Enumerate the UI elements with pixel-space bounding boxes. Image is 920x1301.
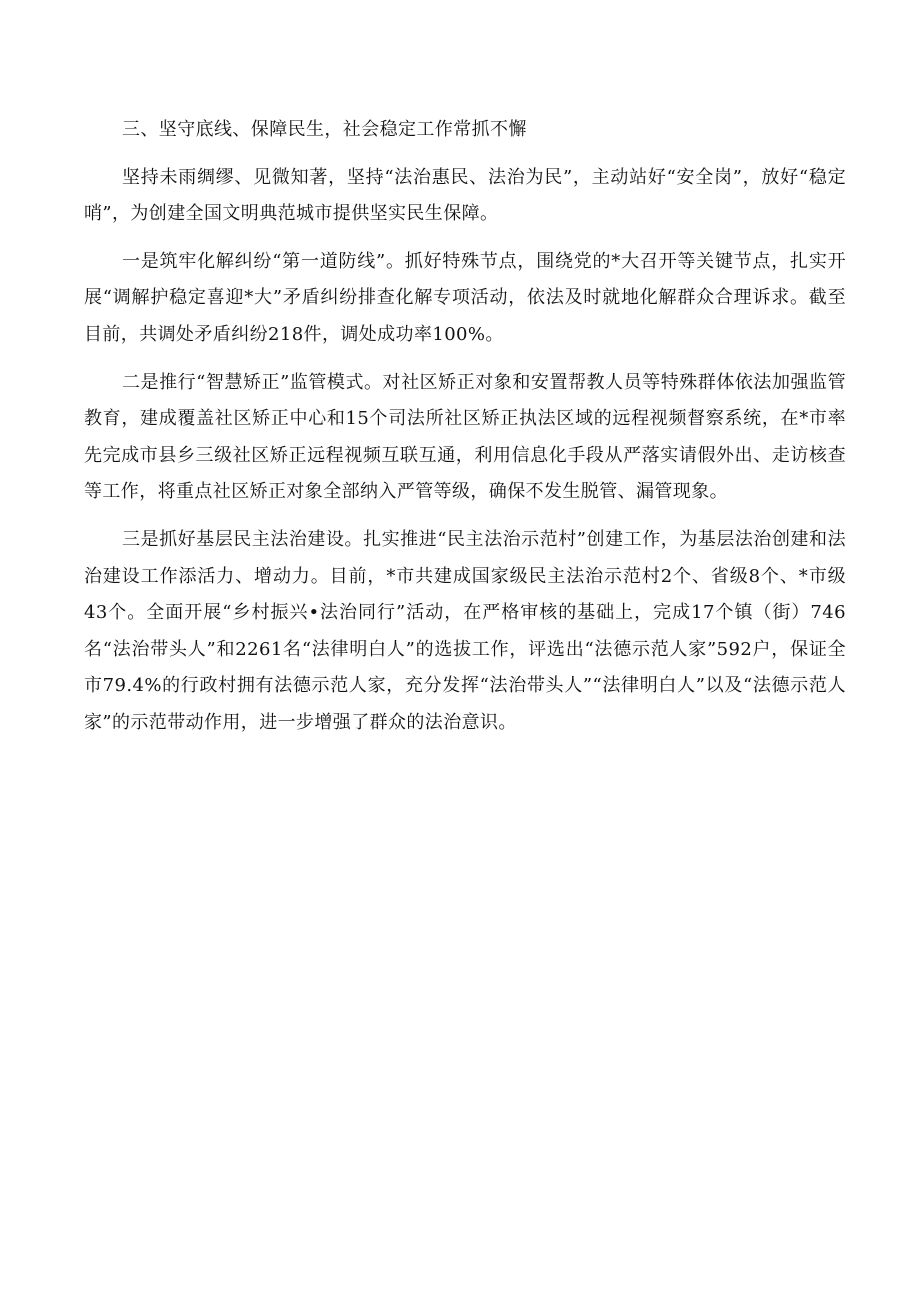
document-body [84, 112, 846, 753]
section-heading: 三、坚守底线、保障民生，社会稳定工作常抓不懈 [122, 119, 527, 140]
paragraph-dispute-resolution: 一是筑牢化解纠纷“第一道防线”。抓好特殊节点，围绕党的*大召开等关键节点，扎实开展“调解护稳定喜迎*大”矛盾纠纷排查化解专项活动，依法及时就地化解群众合理诉求。截至目前，共调处矛盾纠纷218件，调处成功率100%。 [84, 250, 846, 345]
paragraph-intro: 坚持未雨绸缪、见微知著，坚持“法治惠民、法治为民”，主动站好“安全岗”，放好“稳定哨”，为创建全国文明典范城市提供坚实民生保障。 [84, 166, 846, 225]
paragraph-smart-correction: 二是推行“智慧矫正”监管模式。对社区矫正对象和安置帮教人员等特殊群体依法加强监管教育，建成覆盖社区矫正中心和15个司法所社区矫正执法区域的远程视频督察系统，在*市率先完成市县乡三级社区矫正远程视频互联互通，利用信息化手段从严落实请假外出、走访核查等工作，将重点社区矫正对象全部纳入严管等级，确保不发生脱管、漏管现象。 [84, 371, 846, 503]
paragraph-grassroots-rule-of-law: 三是抓好基层民主法治建设。扎实推进“民主法治示范村”创建工作，为基层法治创建和法治建设工作添活力、增动力。目前，*市共建成国家级民主法治示范村2个、省级8个、*市级43个。全面开展“乡村振兴•法治同行”活动，在严格审核的基础上，完成17个镇（街）746名“法治带头人”和2261名“法律明白人”的选拔工作，评选出“法德示范人家”592户，保证全市79.4%的行政村拥有法德示范人家，充分发挥“法治带头人”“法律明白人”以及“法德示范人家”的示范带动作用，进一步增强了群众的法治意识。 [84, 528, 846, 733]
